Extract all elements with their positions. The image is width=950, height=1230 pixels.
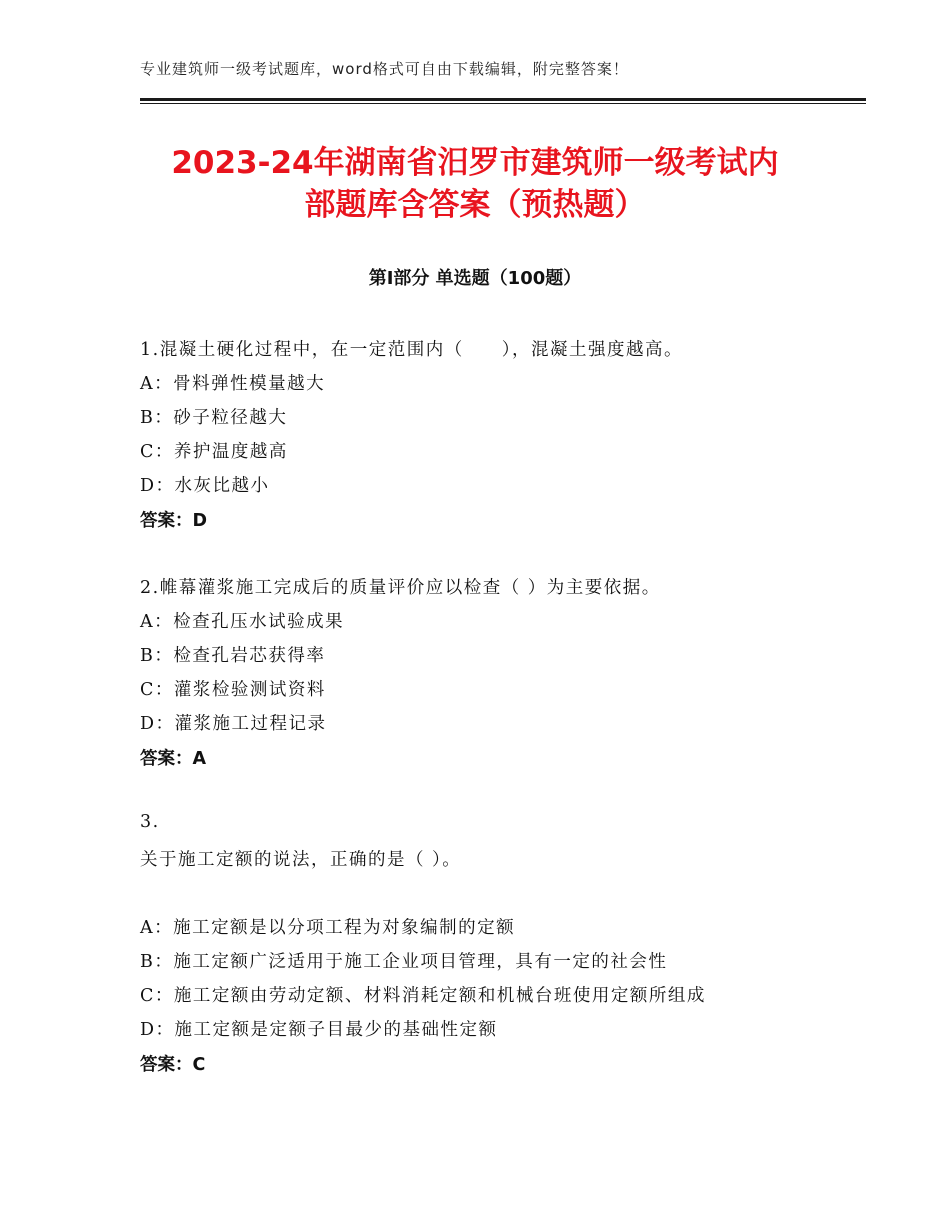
question-2-stem: 2.帷幕灌浆施工完成后的质量评价应以检查（ ）为主要依据。 <box>140 578 661 598</box>
question-3-option-d: D：施工定额是定额子目最少的基础性定额 <box>140 1020 498 1040</box>
question-1-stem: 1.混凝土硬化过程中，在一定范围内（ ），混凝土强度越高。 <box>140 340 683 360</box>
question-3-number: 3. <box>140 812 160 832</box>
question-2-option-c: C：灌浆检验测试资料 <box>140 680 326 700</box>
document-title <box>140 142 810 226</box>
question-2-answer: 答案：A <box>140 749 207 769</box>
question-3-option-c: C：施工定额由劳动定额、材料消耗定额和机械台班使用定额所组成 <box>140 986 706 1006</box>
question-1-option-d: D：水灰比越小 <box>140 476 270 496</box>
question-3-option-a: A：施工定额是以分项工程为对象编制的定额 <box>140 918 516 938</box>
question-3-option-b: B：施工定额广泛适用于施工企业项目管理，具有一定的社会性 <box>140 952 668 972</box>
header-note: 专业建筑师一级考试题库，word格式可自由下载编辑，附完整答案！ <box>140 60 629 78</box>
header-divider-thin <box>140 103 866 104</box>
question-1-option-b: B：砂子粒径越大 <box>140 408 288 428</box>
question-1-option-a: A：骨料弹性模量越大 <box>140 374 326 394</box>
document-title-line-1: 2023-24年湖南省汨罗市建筑师一级考试内 <box>171 145 779 181</box>
header-divider-thick <box>140 98 866 101</box>
question-2-option-b: B：检查孔岩芯获得率 <box>140 646 326 666</box>
section-title: 第Ⅰ部分 单选题（100题） <box>368 268 582 289</box>
question-1-answer: 答案：D <box>140 511 208 531</box>
question-1-option-c: C：养护温度越高 <box>140 442 288 462</box>
question-2-option-d: D：灌浆施工过程记录 <box>140 714 327 734</box>
document-title-line-2: 部题库含答案（预热题） <box>304 187 646 223</box>
question-2-option-a: A：检查孔压水试验成果 <box>140 612 345 632</box>
question-3-answer: 答案：C <box>140 1055 206 1075</box>
question-3-stem: 关于施工定额的说法，正确的是（ ）。 <box>140 850 462 870</box>
